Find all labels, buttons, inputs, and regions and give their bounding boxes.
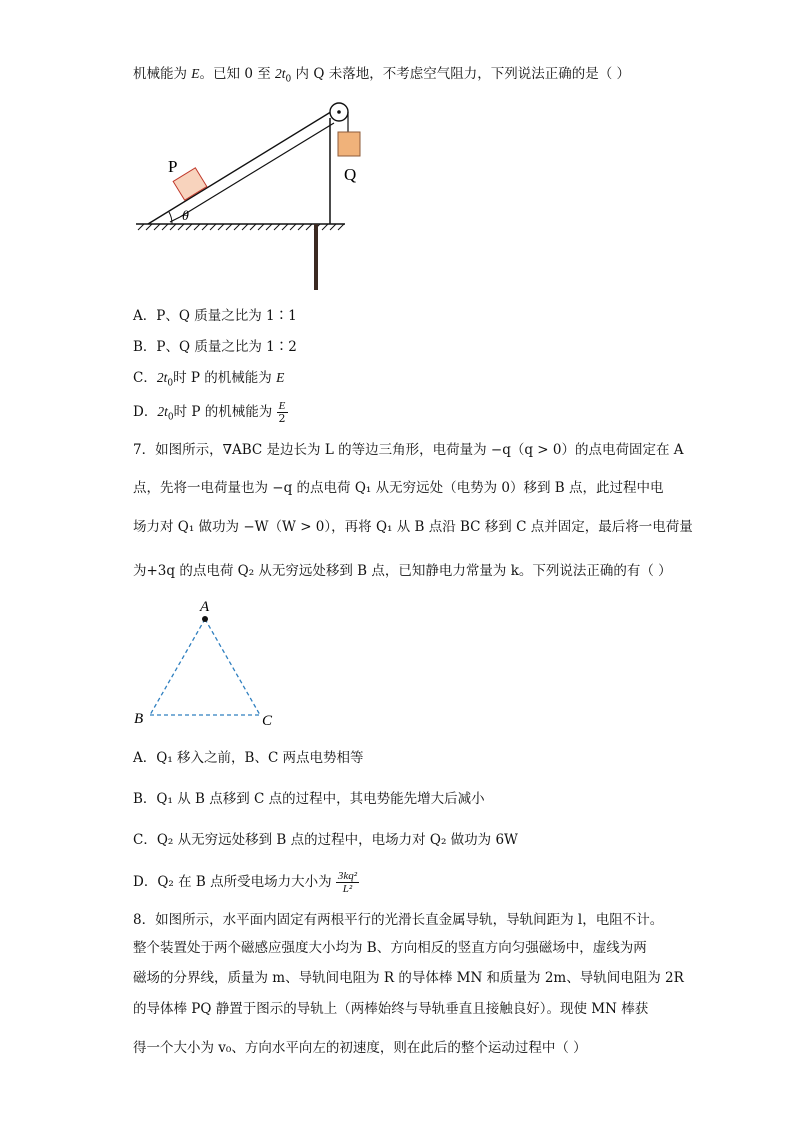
q6-option-d-fraction: $\frac{E}{2}$ xyxy=(278,400,286,425)
q6-option-d[interactable]: D．$2t_0$时 P 的机械能为 $\frac{E}{2}$ xyxy=(133,400,286,425)
q6-stem-E: E xyxy=(191,66,200,81)
q7-option-a[interactable]: A．Q₁ 移入之前，B、C 两点电势相等 xyxy=(133,750,364,766)
q6-option-c[interactable]: C．$2t_0$时 P 的机械能为 E xyxy=(133,370,285,389)
q7-triangle-figure xyxy=(130,596,290,732)
label-a: A xyxy=(200,599,210,615)
string-pq xyxy=(180,123,334,217)
label-q: Q xyxy=(344,165,357,184)
label-p: P xyxy=(168,157,178,176)
q7-stem-line2: 点，先将一电荷量也为 −q 的点电荷 Q₁ 从无穷远处（电势为 0）移到 B 点，此过程中电 xyxy=(133,480,664,496)
label-c: C xyxy=(262,713,273,729)
label-b: B xyxy=(134,711,144,727)
q6-stem-t: 2t xyxy=(275,66,286,81)
label-theta: θ xyxy=(182,209,189,224)
q6-stem xyxy=(133,64,630,90)
q7-option-d[interactable]: D．Q₂ 在 B 点所受电场力大小为 $\frac{\text{3kq²}}{\text{L²}}$ xyxy=(133,870,358,895)
q6-stem-text-b: 。已知 0 至 xyxy=(199,66,276,82)
q6-stem-text-a: 机械能为 xyxy=(133,66,192,82)
block-q xyxy=(338,132,360,156)
side-ab xyxy=(150,619,205,715)
q7-stem-line1: 7．如图所示，∇ABC 是边长为 L 的等边三角形，电荷量为 −q（q > 0）的点电荷固定在 A xyxy=(133,442,684,458)
charge-a-dot xyxy=(202,616,208,622)
q6-stem-sub: 0 xyxy=(285,74,292,85)
block-p xyxy=(173,168,207,200)
q8-stem-line2: 整个装置处于两个磁感应强度大小均为 B、方向相反的竖直方向匀强磁场中，虚线为两 xyxy=(133,940,647,956)
q6-option-a[interactable]: A．P、Q 质量之比为 1∶1 xyxy=(133,308,297,324)
q7-option-b[interactable]: B．Q₁ 从 B 点移到 C 点的过程中，其电势能先增大后减小 xyxy=(133,791,485,807)
q7-stem-line4: 为+3q 的点电荷 Q₂ 从无穷远处移到 B 点，已知静电力常量为 k。下列说法正确的有（ ） xyxy=(133,563,672,579)
q6-stem-text-c: 内 Q 未落地，不考虑空气阻力，下列说法正确的是（ ） xyxy=(291,66,630,82)
q8-stem-line3: 磁场的分界线，质量为 m、导轨间电阻为 R 的导体棒 MN 和质量为 2m、导轨间电阻为 2R xyxy=(133,970,684,986)
q7-option-c[interactable]: C．Q₂ 从无穷远处移到 B 点的过程中，电场力对 Q₂ 做功为 6W xyxy=(133,832,518,848)
q8-stem-line5: 得一个大小为 v₀、方向水平向左的初速度，则在此后的整个运动过程中（ ） xyxy=(133,1040,587,1056)
q7-option-d-fraction: $\frac{\text{3kq²}}{\text{L²}}$ xyxy=(337,870,358,895)
q7-stem-line3: 场力对 Q₁ 做功为 −W（W > 0），再将 Q₁ 从 B 点沿 BC 移到 C 点并固定，最后将一电荷量 xyxy=(133,519,693,535)
ground-hatching xyxy=(138,224,344,230)
side-ac xyxy=(205,619,260,715)
q6-incline-figure xyxy=(130,96,370,296)
support-post xyxy=(314,224,318,290)
q8-stem-line4: 的导体棒 PQ 静置于图示的导轨上（两棒始终与导轨垂直且接触良好）。现使 MN 棒获 xyxy=(133,1001,649,1017)
q8-stem-line1: 8．如图所示，水平面内固定有两根平行的光滑长直金属导轨，导轨间距为 l，电阻不计。 xyxy=(133,912,664,928)
q6-option-b[interactable]: B．P、Q 质量之比为 1∶2 xyxy=(133,339,297,355)
